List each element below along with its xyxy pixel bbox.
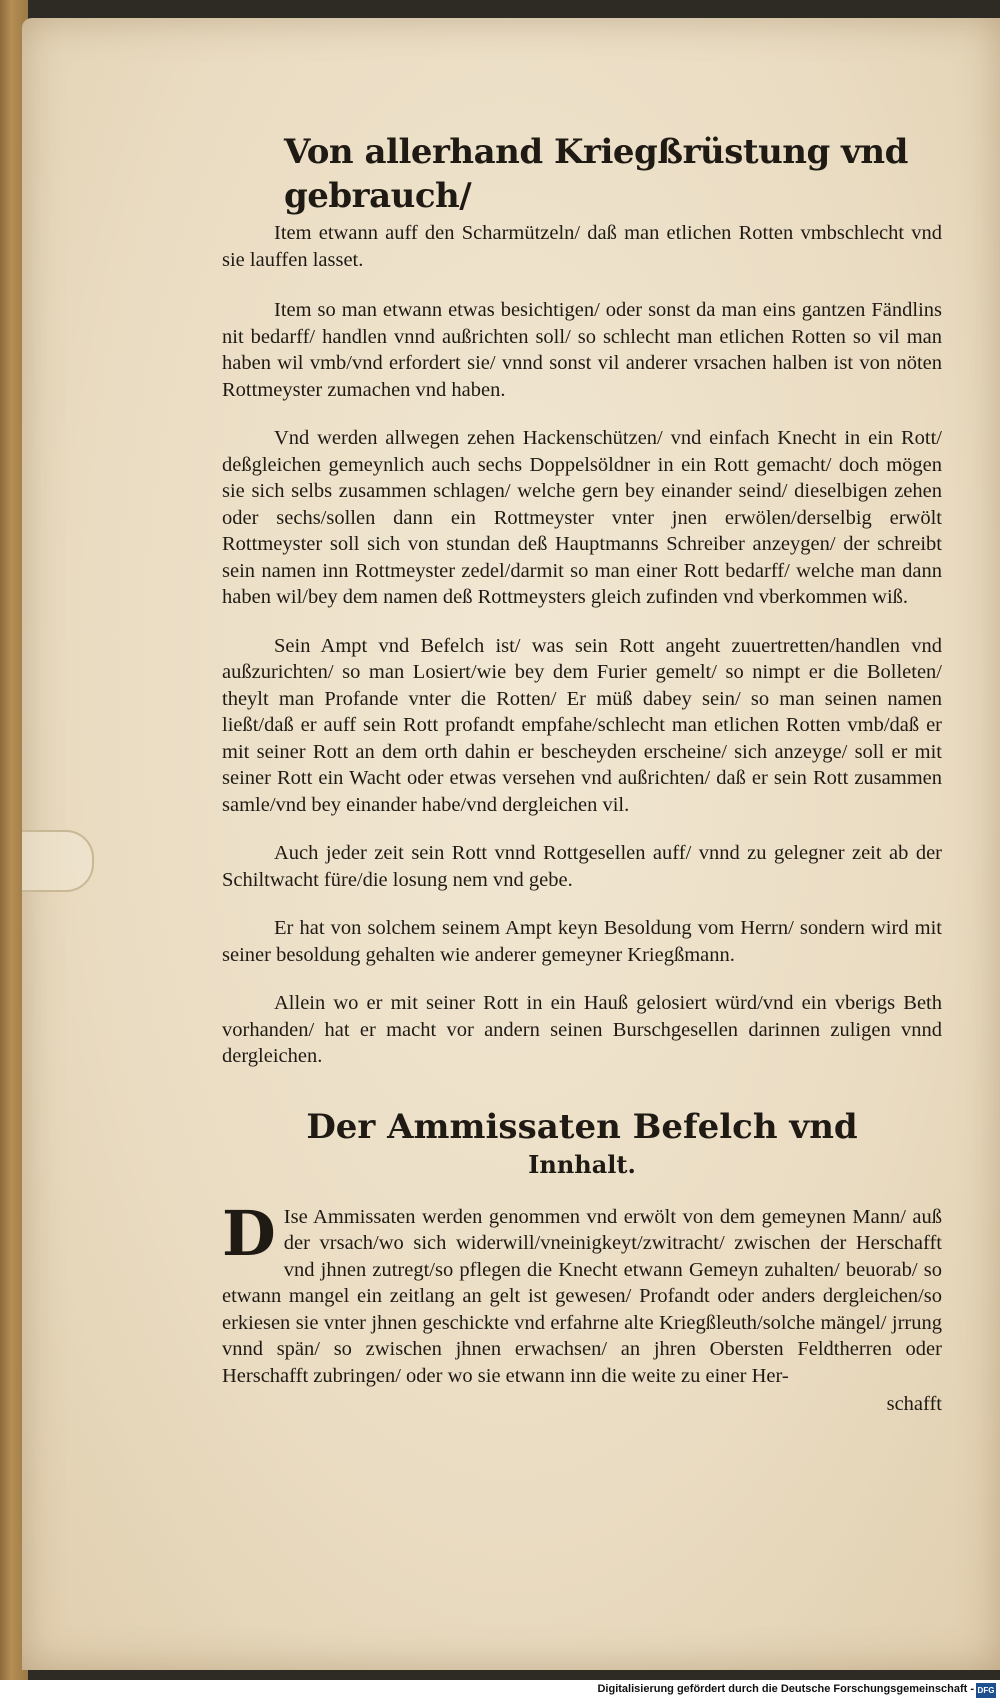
paragraph-6: Er hat von solchem seinem Ampt keyn Besoldung vom Herrn/ sondern wird mit seiner besoldung gehalten wie anderer gemeyner Kriegßmann. — [222, 917, 942, 966]
dfg-logo-badge: DFG — [976, 1683, 996, 1698]
catchword: schafft — [886, 1393, 942, 1415]
section-title: Der Ammissaten Befelch vnd — [306, 1106, 858, 1147]
paragraph-3: Vnd werden allwegen zehen Hackenschützen/ vnd einfach Knecht in ein Rott/ deßgleichen gemeynlich auch sechs Doppelsöldner in ein Rott gemacht/ doch mögen sie sich selbs zusammen schlagen/ welche gern bey einander seind/ dieselbigen zehen oder sechs/sollen dann ein Rottmeyster vnter jnen erwölen/derselbig erwölt Rottmeyster soll sich von stundan deß Hauptmanns Schreiber anzeygen/ der schreibt sein namen inn Rottmeyster zedel/darmit so man einer Rott bedarff/ welche man dann haben wil/bey dem namen deß Rottmeysters gleich zufinden vnd vberkommen wiß. — [222, 427, 942, 608]
paragraph-1: Item etwann auff den Scharmützeln/ daß man etlichen Rotten vmbschlecht vnd sie lauffen lasset. — [222, 222, 942, 271]
page-text — [222, 130, 942, 1416]
final-paragraph-text: Ise Ammissaten werden genommen vnd erwölt von dem gemeynen Mann/ auß der vrsach/wo sich widerwill/vneinigkeyt/zwitracht/ zwischen der Herschafft vnd jhnen zutregt/so pflegen die Knecht etwann Gemeyn zuhalten/ beuorab/ so etwann mangel ein zeitlang an gelt ist gewesen/ Profandt oder anders dergleichen/so erkiesen sie vnter jhnen geschickte vnd erfahrne alte Kriegßleuth/solche mängel/ jrrung vnnd spän/ so zwischen jhnen erwachsen/ an jhren Obersten Feldtherren oder Herschafft zubringen/ oder wo sie etwann inn die weite zu einer Her- — [222, 1205, 942, 1387]
paragraph-2: Item so man etwann etwas besichtigen/ oder sonst da man eins gantzen Fändlins nit bedarff/ handlen vnnd außrichten soll/ so schlecht man etlichen Rotten so vil man haben wil vmb/vnd erfordert sie/ vnnd sonst vil anderer vrsachen halben ist von nöten Rottmeyster zumachen vnd haben. — [222, 299, 942, 401]
paragraph-4: Sein Ampt vnd Befelch ist/ was sein Rott angeht zuuertretten/handlen vnd außzurichten/ so man Losiert/wie bey dem Furier gemelt/ so nimpt er die Bolleten/ theylt man Profande vnter die Rotten/ Er müß dabey sein/ so man seinen namen ließt/daß er auff sein Rott profandt empfahe/schlecht man etlichen Rotten vmb/daß er mit seiner Rott an dem orth dahin er bescheyden erscheine/ sich anzeyge/ soll er mit seiner Rott ein Wacht oder etwas versehen vnd außrichten/ daß er sein Rott zusammen samle/vnd bey einander habe/vnd dergleichen vil. — [222, 634, 942, 816]
bookmark-tab — [22, 830, 94, 892]
footer-credit: Digitalisierung gefördert durch die Deutsche Forschungsgemeinschaft - — [597, 1683, 974, 1695]
dropcap-initial: D — [222, 1196, 276, 1270]
paragraph-7: Allein wo er mit seiner Rott in ein Hauß gelosiert würd/vnd ein vberigs Beth vorhanden/ hat er macht vor andern seinen Burschgesellen darinnen zuligen vnnd dergleichen. — [222, 992, 942, 1067]
page-heading: Von allerhand Kriegßrüstung vnd gebrauch/ — [284, 132, 908, 216]
section-subtitle: Innhalt. — [528, 1149, 636, 1179]
footer-bar — [0, 1680, 1000, 1702]
final-paragraph — [222, 1196, 942, 1390]
paragraph-5: Auch jeder zeit sein Rott vnnd Rottgesellen auff/ vnnd zu gelegner zeit ab der Schiltwacht füre/die losung nem vnd gebe. — [222, 842, 942, 891]
